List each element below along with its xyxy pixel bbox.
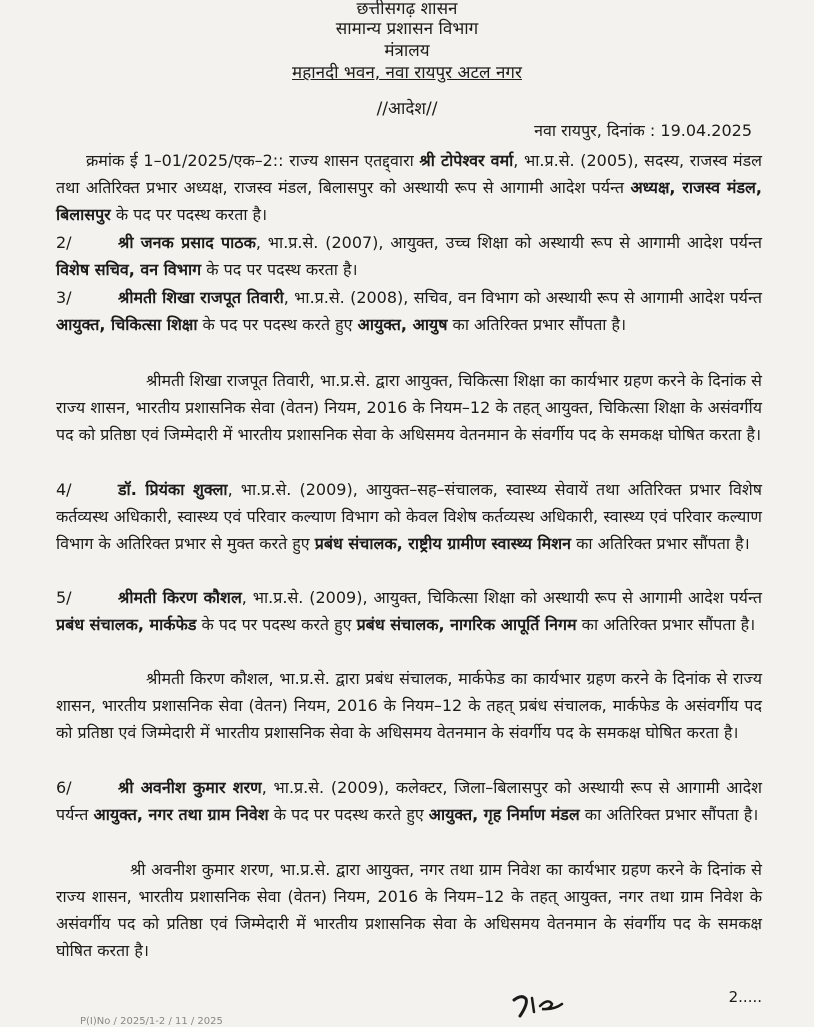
paragraph-6: 6/ श्री अवनीश कुमार शरण, भा.प्र.से. (2009), कलेक्टर, जिला–बिलासपुर को अस्थायी रूप से आगामी आदेश पर्यन्त आयुक्त, नगर तथा ग्राम निवेश के पद पर पदस्थ करते हुए आयुक्त, गृह निर्माण मंडल का अतिरिक्त प्रभार सौंपता है।	[56, 774, 762, 828]
paragraph-5: 5/ श्रीमती किरण कौशल, भा.प्र.से. (2009), आयुक्त, चिकित्सा शिक्षा को अस्थायी रूप से आगामी आदेश पर्यन्त प्रबंध संचालक, मार्कफेड के पद पर पदस्थ करते हुए प्रबंध संचालक, नागरिक आपूर्ति निगम का अतिरिक्त प्रभार सौंपता है।	[56, 584, 762, 638]
paragraph-6-declaration: श्री अवनीश कुमार शरण, भा.प्र.से. द्वारा आयुक्त, नगर तथा ग्राम निवेश का कार्यभार ग्रहण करने के दिनांक से राज्य शासन, भारतीय प्रशासनिक सेवा (वेतन) नियम, 2016 के नियम–12 के तहत् आयुक्त, नगर तथा ग्राम निवेश के असंवर्गीय पद को प्रतिष्ठा एवं जिम्मेदारी में भारतीय प्रशासनिक सेवा के अधिसमय वेतनमान के संवर्गीय पद के समकक्ष घोषित करता है।	[56, 860, 762, 960]
date-line: नवा रायपुर, दिनांक : 19.04.2025	[534, 121, 752, 140]
paragraph-3: 3/ श्रीमती शिखा राजपूत तिवारी, भा.प्र.से. (2008), सचिव, वन विभाग को अस्थायी रूप से आगामी आदेश पर्यन्त आयुक्त, चिकित्सा शिक्षा के पद पर पदस्थ करते हुए आयुक्त, आयुष का अतिरिक्त प्रभार सौंपता है।	[56, 284, 762, 338]
order-title: //आदेश//	[376, 99, 438, 119]
paragraph-4: 4/ डॉ. प्रियंका शुक्ला, भा.प्र.से. (2009), आयुक्त–सह–संचालक, स्वास्थ्य सेवायें तथा अतिरिक्त प्रभार विशेष कर्तव्यस्थ अधिकारी, स्वास्थ्य एवं परिवार कल्याण विभाग को केवल विशेष कर्तव्यस्थ अधिकारी, स्वास्थ्य एवं परिवार कल्याण विभाग के अतिरिक्त प्रभार से मुक्त करते हुए प्रबंध संचालक, राष्ट्रीय ग्रामीण स्वास्थ्य मिशन का अतिरिक्त प्रभार सौंपता है।	[56, 476, 762, 557]
footer-reference: P(I)No / 2025/1-2 / 11 / 2025	[80, 1016, 223, 1027]
paragraph-3-declaration: श्रीमती शिखा राजपूत तिवारी, भा.प्र.से. द्वारा आयुक्त, चिकित्सा शिक्षा का कार्यभार ग्रहण करने के दिनांक से राज्य शासन, भारतीय प्रशासनिक सेवा (वेतन) नियम, 2016 के नियम–12 के तहत् आयुक्त, चिकित्सा शिक्षा के असंवर्गीय पद को प्रतिष्ठा एवं जिम्मेदारी में भारतीय प्रशासनिक सेवा के अधिसमय वेतनमान के संवर्गीय पद के समकक्ष घोषित करता है।	[56, 371, 762, 444]
paragraph-number: 4/	[56, 480, 72, 499]
paragraph-2: 2/ श्री जनक प्रसाद पाठक, भा.प्र.से. (2007), आयुक्त, उच्च शिक्षा को अस्थायी रूप से आगामी आदेश पर्यन्त विशेष सचिव, वन विभाग के पद पर पदस्थ करता है।	[56, 229, 762, 283]
header-government: छत्तीसगढ़ शासन	[356, 0, 458, 19]
paragraph-1: क्रमांक ई 1–01/2025/एक–2:: राज्य शासन एतद्द्वारा श्री टोपेश्वर वर्मा, भा.प्र.से. (2005), सदस्य, राजस्व मंडल तथा अतिरिक्त प्रभार अध्यक्ष, राजस्व मंडल, बिलासपुर को अस्थायी रूप से आगामी आदेश पर्यन्त अध्यक्ष, राजस्व मंडल, बिलासपुर के पद पर पदस्थ करता है।	[56, 151, 763, 224]
header-ministry: मंत्रालय	[384, 41, 430, 61]
header-department: सामान्य प्रशासन विभाग	[335, 19, 479, 39]
signature-mark	[508, 990, 570, 1020]
paragraph-number: 3/	[56, 288, 72, 307]
paragraph-number: 5/	[56, 588, 72, 607]
header-address: महानदी भवन, नवा रायपुर अटल नगर	[292, 63, 522, 83]
paragraph-number: 6/	[56, 778, 72, 797]
paragraph-5-declaration: श्रीमती किरण कौशल, भा.प्र.से. द्वारा प्रबंध संचालक, मार्कफेड का कार्यभार ग्रहण करने के दिनांक से राज्य शासन, भारतीय प्रशासनिक सेवा (वेतन) नियम, 2016 के नियम–12 के तहत् प्रबंध संचालक, मार्कफेड के असंवर्गीय पद को प्रतिष्ठा एवं जिम्मेदारी में भारतीय प्रशासनिक सेवा के अधिसमय वेतनमान के संवर्गीय पद के समकक्ष घोषित करता है।	[56, 669, 762, 742]
paragraph-number: 2/	[56, 233, 72, 252]
page-continuation-marker: 2.....	[728, 988, 762, 1006]
